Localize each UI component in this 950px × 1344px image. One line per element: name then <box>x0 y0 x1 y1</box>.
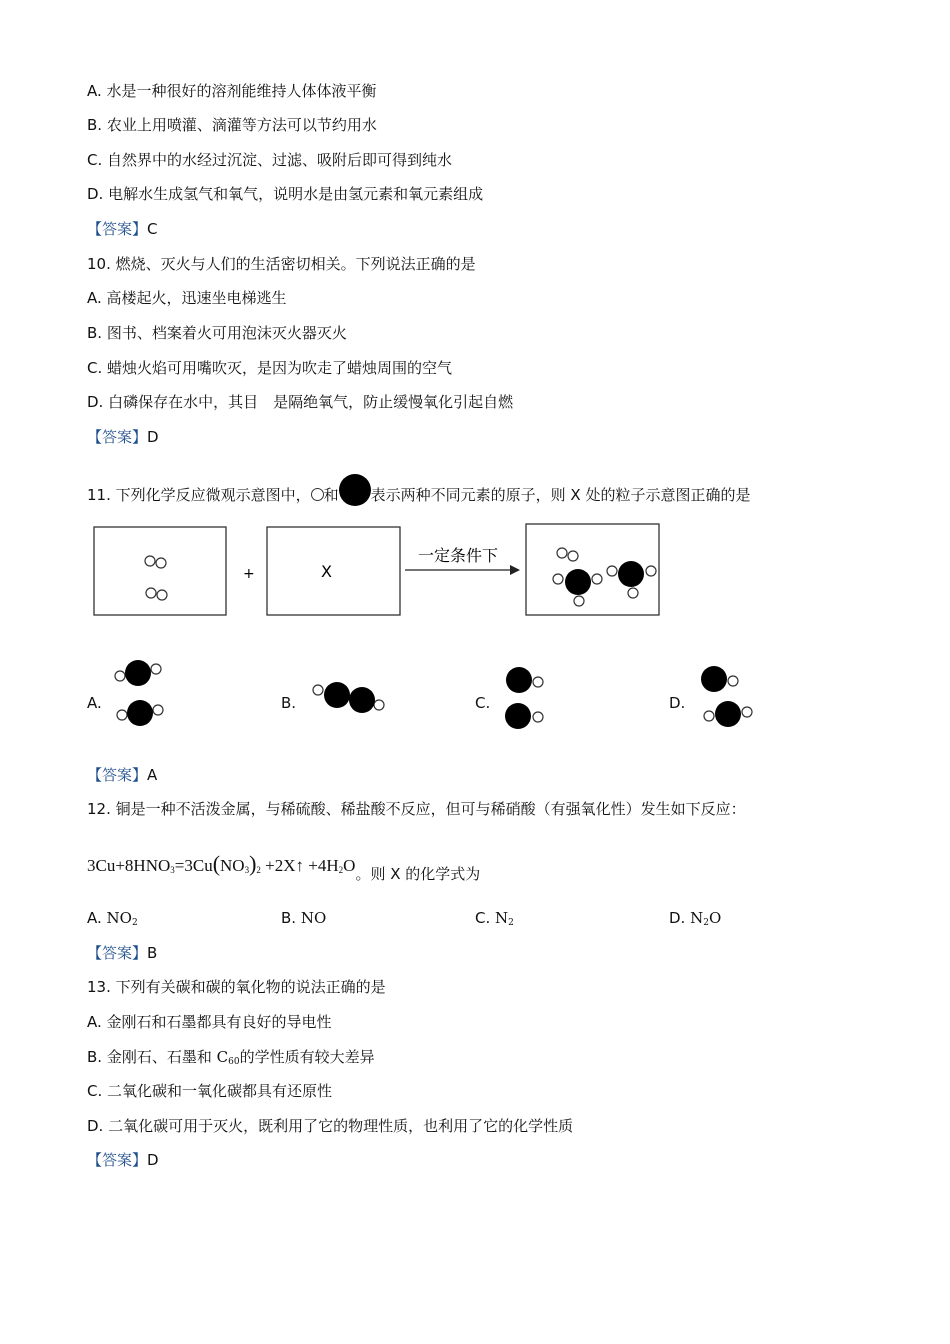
q12-option-d: D. $N_2O$ <box>669 909 722 928</box>
small-atom <box>153 705 163 715</box>
q11-option-a-label: A. <box>87 694 102 712</box>
large-atom <box>701 666 727 692</box>
q10-option-d: D. 白磷保存在水中，其目 是隔绝氧气，防止缓慢氧化引起自燃 <box>87 393 514 411</box>
q13-option-d: D. 二氧化碳可用于灭火，既利用了它的物理性质，也利用了它的化学性质 <box>87 1117 574 1135</box>
small-atom <box>117 710 127 720</box>
diatomic-atom <box>156 558 166 568</box>
small-atom <box>574 596 584 606</box>
q13-option-a: A. 金刚石和石墨都具有良好的导电性 <box>87 1013 332 1031</box>
q12-option-a: A. $NO_2$ <box>87 909 138 928</box>
reactant-box-1 <box>94 527 226 615</box>
arrow-head <box>510 565 520 575</box>
q9-option-a: A. 水是一种很好的溶剂能维持人体体液平衡 <box>87 82 377 100</box>
q11-option-b-label: B. <box>281 694 297 712</box>
arrow-label: 一定条件下 <box>418 546 499 565</box>
large-atom <box>324 682 350 708</box>
small-atom <box>533 677 543 687</box>
q10-stem: 10. 燃烧、灭火与人们的生活密切相关。下列说法正确的是 <box>87 255 476 273</box>
q11-stem: 11. 下列化学反应微观示意图中， 和 表示两种不同元素的原子，则 X 处的粒子示意图正确的是 <box>87 474 750 506</box>
diatomic-atom <box>568 551 578 561</box>
q13-stem: 13. 下列有关碳和碳的氧化物的说法正确的是 <box>87 978 386 996</box>
diatomic-atom <box>157 590 167 600</box>
q13-option-b: B. 金刚石、石墨和 $C_{60}$的学性质有较大差异 <box>87 1048 375 1067</box>
large-atom <box>618 561 644 587</box>
small-atom <box>313 685 323 695</box>
q12-equation-line: $3Cu+8HNO_3=3Cu(NO_3)_2$ +2X↑ $+4H_2O$。则 X 的化学式为 <box>87 851 481 883</box>
q12-answer: 【答案】B <box>87 944 158 962</box>
reactant-box-x <box>267 527 400 615</box>
x-label: X <box>321 562 332 581</box>
small-atom <box>592 574 602 584</box>
diatomic-atom <box>557 548 567 558</box>
diatomic-atom <box>145 556 155 566</box>
q13-option-c: C. 二氧化碳和一氧化碳都具有还原性 <box>87 1082 333 1100</box>
large-atom <box>127 700 153 726</box>
large-atom <box>565 569 591 595</box>
plus-sign: + <box>243 566 255 582</box>
q11-option-c-label: C. <box>475 694 491 712</box>
q12-option-c: C. $N_2$ <box>475 909 514 928</box>
q12-stem: 12. 铜是一种不活泼金属，与稀硫酸、稀盐酸不反应，但可与稀硝酸（有强氧化性）发生如下反应： <box>87 800 746 818</box>
diatomic-atom <box>146 588 156 598</box>
small-atom <box>151 664 161 674</box>
q9-option-b: B. 农业上用喷灌、滴灌等方法可以节约用水 <box>87 116 377 134</box>
q9-option-c: C. 自然界中的水经过沉淀、过滤、吸附后即可得到纯水 <box>87 151 453 169</box>
small-atom <box>374 700 384 710</box>
small-atom <box>728 676 738 686</box>
large-atom <box>349 687 375 713</box>
q12-option-b: B. NO <box>281 909 327 927</box>
q10-answer: 【答案】D <box>87 428 159 446</box>
q9-option-d: D. 电解水生成氢气和氧气，说明水是由氢元素和氧元素组成 <box>87 185 484 203</box>
q10-option-c: C. 蜡烛火焰可用嘴吹灭，是因为吹走了蜡烛周围的空气 <box>87 359 453 377</box>
chemical-equation: $3Cu+8HNO_3=3Cu(NO_3)_2$ +2X↑ $+4H_2O$ <box>87 851 356 876</box>
large-atom <box>715 701 741 727</box>
small-atom <box>704 711 714 721</box>
q10-option-a: A. 高楼起火，迅速坐电梯逃生 <box>87 289 287 307</box>
small-atom <box>533 712 543 722</box>
small-atom <box>742 707 752 717</box>
large-atom <box>125 660 151 686</box>
q13-answer: 【答案】D <box>87 1151 159 1169</box>
small-atom <box>115 671 125 681</box>
large-atom <box>505 703 531 729</box>
q10-option-b: B. 图书、档案着火可用泡沫灭火器灭火 <box>87 324 347 342</box>
large-atom <box>506 667 532 693</box>
q9-answer: 【答案】C <box>87 220 158 238</box>
q11-option-d-label: D. <box>669 694 686 712</box>
small-atom <box>628 588 638 598</box>
small-atom <box>553 574 563 584</box>
q11-answer: 【答案】A <box>87 766 158 784</box>
small-atom <box>646 566 656 576</box>
small-atom <box>607 566 617 576</box>
